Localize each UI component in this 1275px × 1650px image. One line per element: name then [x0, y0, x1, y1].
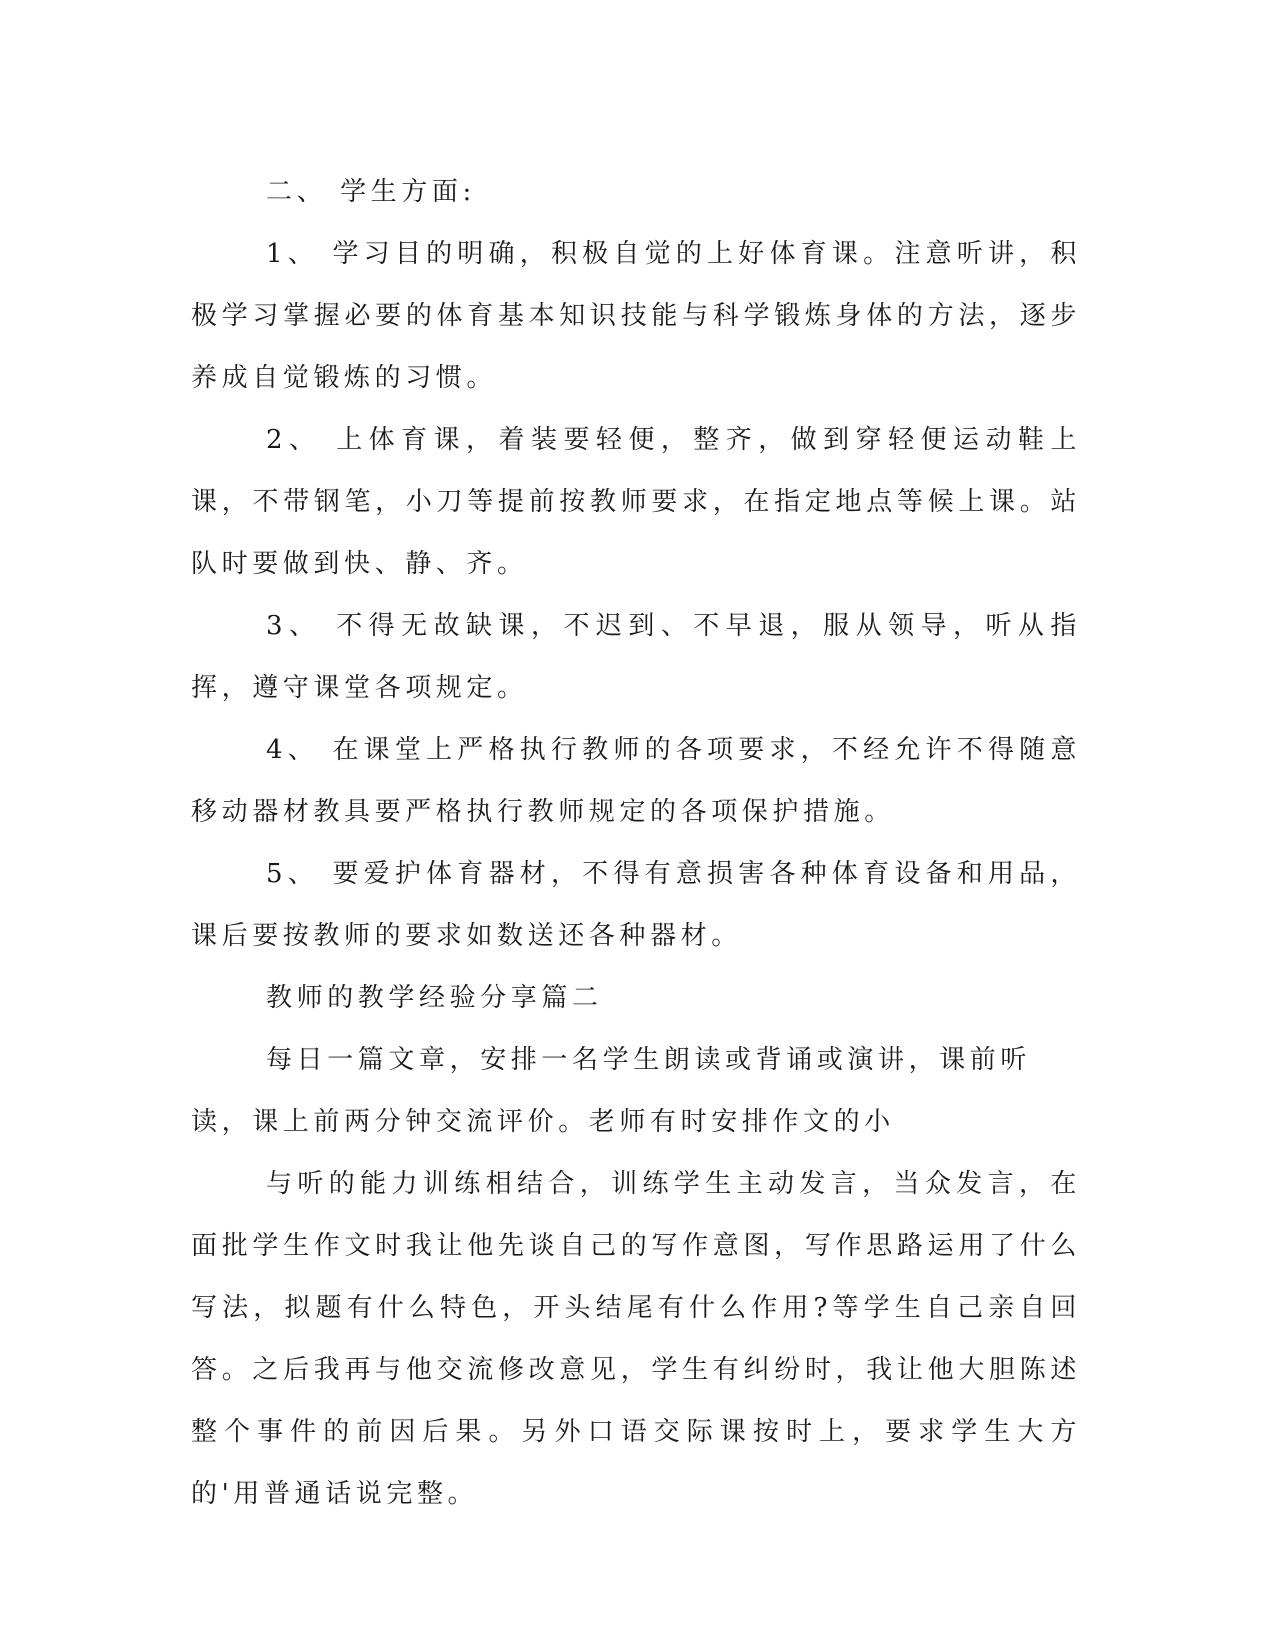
section-heading: 二、 学生方面: — [266, 177, 476, 207]
article-title: 教师的教学经验分享篇二 — [266, 983, 603, 1013]
paragraph-speaking-training: 与听的能力训练相结合，训练学生主动发言，当众发言，在面批学生作文时我让他先谈自己的写作意图，写作思路运用了什么写法，拟题有什么特色，开头结尾有什么作用?等学生自己亲自回答。之后我再与他交流修改意见，学生有纠纷时，我让他大胆陈述整个事件的前因后果。另外口语交际课按时上，要求学生大方的'用普通话说完整。 — [191, 1169, 1081, 1509]
list-item-5: 5、 要爱护体育器材，不得有意损害各种体育设备和用品，课后要按教师的要求如数送还各种器材。 — [191, 859, 1081, 951]
paragraph-daily-reading: 每日一篇文章，安排一名学生朗读或背诵或演讲，课前听读，课上前两分钟交流评价。老师有时安排作文的小 — [191, 1045, 1032, 1137]
list-item-1: 1、 学习目的明确，积极自觉的上好体育课。注意听讲，积极学习掌握必要的体育基本知识技能与科学锻炼身体的方法，逐步养成自觉锻炼的习惯。 — [191, 239, 1081, 393]
list-item-4: 4、 在课堂上严格执行教师的各项要求，不经允许不得随意移动器材教具要严格执行教师规定的各项保护措施。 — [191, 735, 1081, 827]
list-item-3: 3、 不得无故缺课，不迟到、不早退，服从领导，听从指挥，遵守课堂各项规定。 — [191, 611, 1081, 703]
list-item-2: 2、 上体育课，着装要轻便，整齐，做到穿轻便运动鞋上课，不带钢笔，小刀等提前按教师要求，在指定地点等候上课。站队时要做到快、静、齐。 — [191, 425, 1081, 579]
document-body — [191, 161, 1081, 1525]
